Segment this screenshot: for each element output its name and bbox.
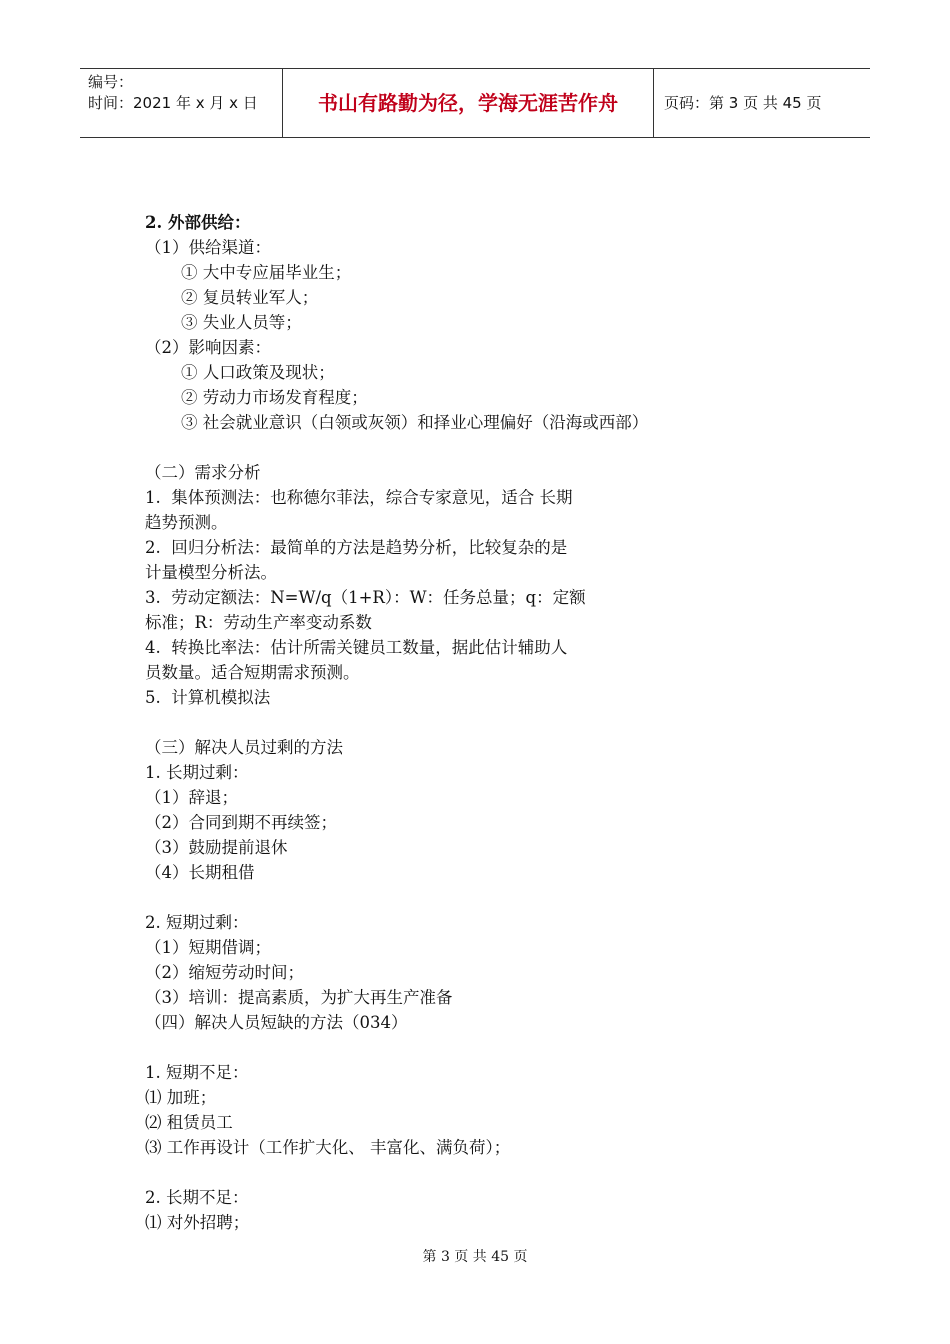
text-line: 1. 短期不足：: [145, 1063, 249, 1082]
page-header: [80, 68, 870, 138]
text-line: （3）培训：提高素质，为扩大再生产准备: [145, 988, 453, 1007]
document-body: [145, 210, 825, 1235]
text-line: ⑴ 对外招聘；: [145, 1213, 250, 1232]
text-line: （1）短期借调；: [145, 938, 271, 957]
page-footer: 第 3 页 共 45 页: [422, 1249, 528, 1265]
blank-line: [145, 435, 825, 460]
text-line: 2. 外部供给：: [145, 213, 251, 232]
text-line: （1）供给渠道：: [145, 238, 271, 257]
document-date-label: 时间：2021 年 x 月 x 日: [88, 94, 258, 112]
blank-line: [145, 1160, 825, 1185]
text-line: 1. 集体预测法：也称德尔菲法，综合专家意见，适合 长期: [145, 488, 573, 507]
text-line: 1. 长期过剩：: [145, 763, 249, 782]
text-line: 标准；R：劳动生产率变动系数: [145, 613, 372, 632]
text-line: 3. 劳动定额法：N=W/q（1+R）：W：任务总量；q：定额: [145, 588, 586, 607]
text-line: （1）辞退；: [145, 788, 238, 807]
text-line: ② 复员转业军人；: [181, 288, 319, 307]
text-line: ① 大中专应届毕业生；: [181, 263, 352, 282]
text-line: 2. 长期不足：: [145, 1188, 249, 1207]
blank-line: [145, 885, 825, 910]
text-line: （二）需求分析: [145, 463, 261, 482]
text-line: ① 人口政策及现状；: [181, 363, 335, 382]
text-line: ② 劳动力市场发育程度；: [181, 388, 368, 407]
header-motto: 书山有路勤为径，学海无涯苦作舟: [282, 69, 654, 137]
text-line: 趋势预测。: [145, 513, 228, 532]
text-line: 计量模型分析法。: [145, 563, 277, 582]
blank-line: [145, 710, 825, 735]
text-line: ⑵ 租赁员工: [145, 1113, 233, 1132]
text-line: （三）解决人员过剩的方法: [145, 738, 343, 757]
text-line: ③ 失业人员等；: [181, 313, 302, 332]
text-line: ⑴ 加班；: [145, 1088, 217, 1107]
text-line: 员数量。适合短期需求预测。: [145, 663, 360, 682]
text-line: 5. 计算机模拟法: [145, 688, 271, 707]
text-line: 2. 短期过剩：: [145, 913, 249, 932]
text-line: 4. 转换比率法：估计所需关键员工数量，据此估计辅助人: [145, 638, 568, 657]
text-line: （4）长期租借: [145, 863, 255, 882]
text-line: ⑶ 工作再设计（工作扩大化、 丰富化、满负荷）；: [145, 1138, 511, 1157]
text-line: （2）合同到期不再续签；: [145, 813, 337, 832]
text-line: （2）影响因素：: [145, 338, 271, 357]
text-line: （3）鼓励提前退休: [145, 838, 288, 857]
blank-line: [145, 1035, 825, 1060]
text-line: ③ 社会就业意识（白领或灰领）和择业心理偏好（沿海或西部）: [181, 413, 649, 432]
document-code-label: 编号：: [88, 73, 134, 91]
header-left-cell: [80, 69, 282, 137]
header-page-info: 页码：第 3 页 共 45 页: [664, 94, 822, 112]
text-line: （四）解决人员短缺的方法（034）: [145, 1013, 408, 1032]
text-line: （2）缩短劳动时间；: [145, 963, 304, 982]
text-line: 2. 回归分析法：最简单的方法是趋势分析，比较复杂的是: [145, 538, 568, 557]
